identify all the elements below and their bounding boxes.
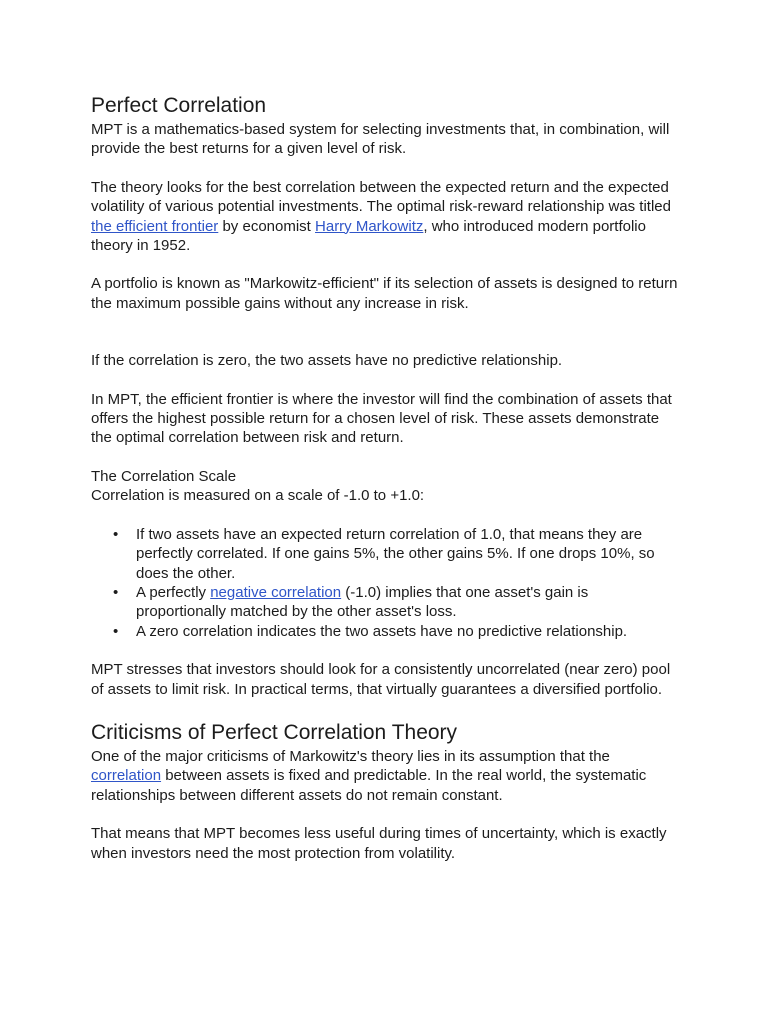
bullet-text: If two assets have an expected return correlation of 1.0, that means they are perfectly correlated. If one gains 5%, the other gains 5%. If one drops 10%, so does the other.	[136, 525, 655, 582]
bullet-text-b: (-1.0) implies that one asset's gain is proportionally matched by the other asset's loss.	[136, 583, 589, 621]
bullet-icon: •	[113, 525, 119, 543]
bullet-icon: •	[113, 583, 119, 601]
paragraph-criticism	[91, 747, 678, 805]
link-efficient-frontier[interactable]: the efficient frontier	[91, 217, 219, 235]
bullet-text-a: A perfectly	[136, 583, 211, 601]
paragraph-theory-text-a: The theory looks for the best correlation between the expected return and the expected volatility of various potential investments. The optimal risk-reward relationship was titled	[91, 178, 671, 216]
bullet-icon: •	[113, 622, 119, 640]
list-item	[91, 583, 678, 622]
paragraph-efficient-frontier: In MPT, the efficient frontier is where the investor will find the combination of assets that offers the highest possible return for a chosen level of risk. These assets demonstrate the optimal correlation between risk and return.	[91, 390, 672, 447]
link-correlation[interactable]: correlation	[91, 767, 162, 785]
list-item	[91, 622, 678, 641]
paragraph-theory-text-b: by economist	[218, 217, 316, 235]
paragraph-criticism-text-b: between assets is fixed and predictable. In the real world, the systematic relationships between different assets do not remain constant.	[91, 767, 647, 804]
link-negative-correlation[interactable]: negative correlation	[210, 583, 342, 601]
correlation-bullet-list	[91, 525, 678, 641]
paragraph-theory	[91, 178, 678, 256]
bullet-text: A zero correlation indicates the two assets have no predictive relationship.	[136, 622, 628, 640]
section-title-criticisms: Criticisms of Perfect Correlation Theory	[91, 720, 458, 744]
paragraph-mpt-intro: MPT is a mathematics-based system for selecting investments that, in combination, will provide the best returns for a given level of risk.	[91, 121, 670, 158]
paragraph-theory-text-c: , who introduced modern portfolio theory in 1952.	[91, 217, 646, 255]
subheading-correlation-scale: The Correlation Scale	[91, 467, 237, 485]
section-title-perfect-correlation: Perfect Correlation	[91, 94, 267, 117]
link-harry-markowitz[interactable]: Harry Markowitz	[315, 217, 424, 235]
paragraph-markowitz-efficient: A portfolio is known as "Markowitz-efficient" if its selection of assets is designed to return the maximum possible gains without any increase in risk.	[91, 275, 678, 312]
paragraph-criticism-text-a: One of the major criticisms of Markowitz's theory lies in its assumption that the	[91, 747, 610, 765]
list-item	[91, 525, 678, 583]
paragraph-uncertainty: That means that MPT becomes less useful during times of uncertainty, which is exactly when investors need the most protection from volatility.	[91, 825, 667, 862]
paragraph-zero-correlation: If the correlation is zero, the two assets have no predictive relationship.	[91, 352, 563, 370]
paragraph-scale-intro: Correlation is measured on a scale of -1.0 to +1.0:	[91, 487, 425, 505]
paragraph-mpt-stresses: MPT stresses that investors should look for a consistently uncorrelated (near zero) pool of assets to limit risk. In practical terms, that virtually guarantees a diversified portfolio.	[91, 661, 671, 698]
